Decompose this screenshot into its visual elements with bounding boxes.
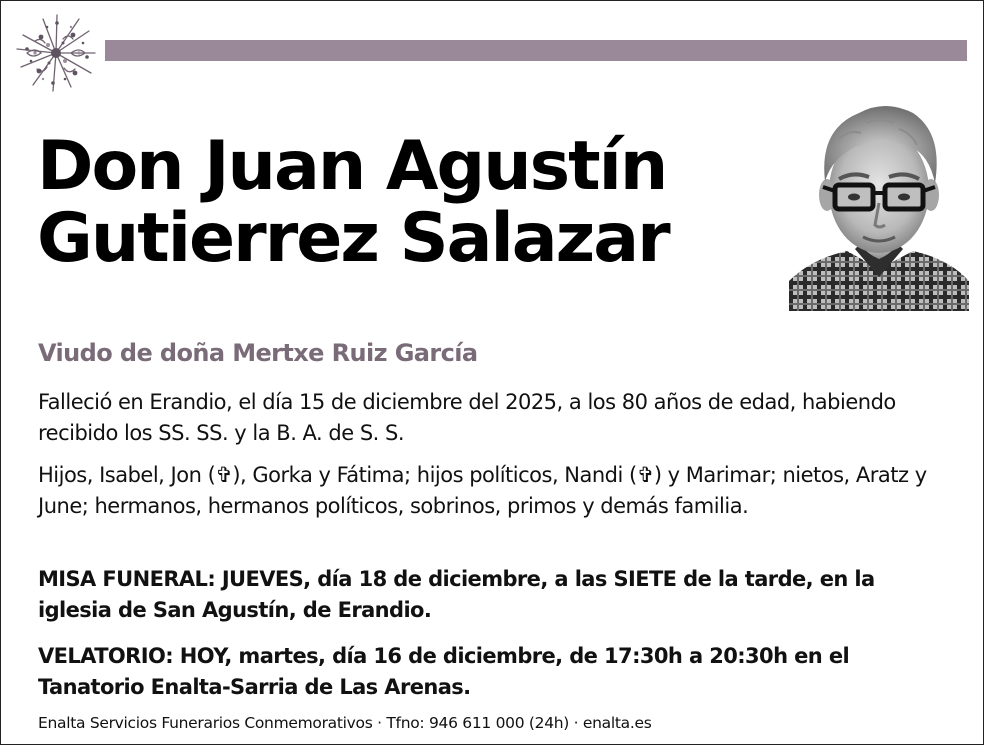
portrait-photo bbox=[789, 99, 969, 311]
death-announcement: Falleció en Erandio, el día 15 de diciembre del 2025, a los 80 años de edad, habiendo recibido los SS. SS. y la B. A. de S. S. bbox=[38, 390, 896, 445]
funeral-home-footer: Enalta Servicios Funerarios Conmemorativos · Tfno: 946 611 000 (24h) · enalta.es bbox=[38, 714, 652, 732]
header-bar bbox=[105, 40, 967, 61]
wake-info: VELATORIO: HOY, martes, día 16 de diciembre, de 17:30h a 20:30h en el Tanatorio Enalta-Sarria de Las Arenas. bbox=[38, 644, 850, 699]
deceased-name bbox=[37, 127, 777, 279]
widow-subtitle: Viudo de doña Mertxe Ruiz García bbox=[38, 339, 478, 367]
name-line-1: Don Juan Agustín bbox=[37, 127, 667, 206]
funeral-mass-info: MISA FUNERAL: JUEVES, día 18 de diciembre, a las SIETE de la tarde, en la iglesia de San Agustín, de Erandio. bbox=[38, 567, 875, 622]
family-list: Hijos, Isabel, Jon (✞), Gorka y Fátima; hijos políticos, Nandi (✞) y Marimar; nietos, Aratz y June; hermanos, hermanos políticos, sobrinos, primos y demás familia. bbox=[38, 463, 927, 518]
name-line-2: Gutierrez Salazar bbox=[37, 199, 669, 279]
floral-emblem-icon bbox=[13, 13, 99, 93]
